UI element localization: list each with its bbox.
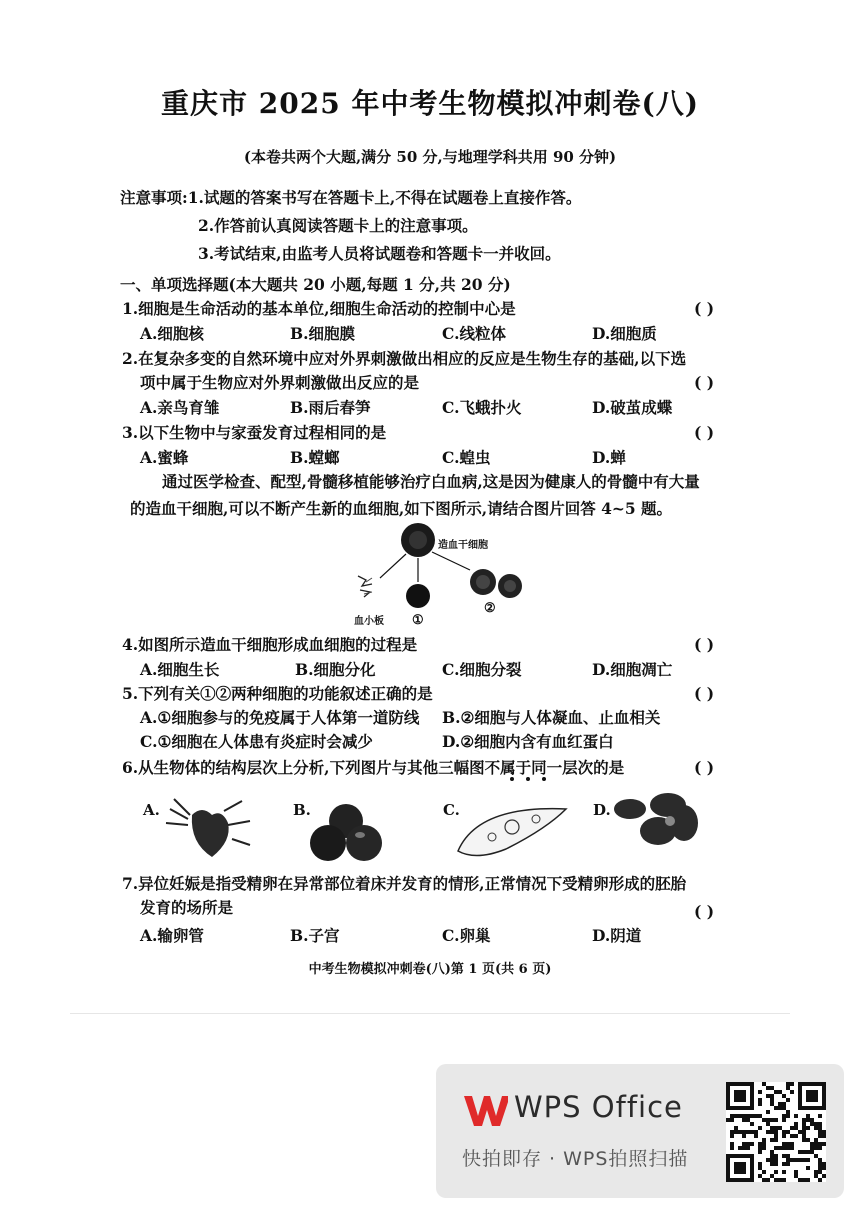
option: B.螳螂 — [290, 448, 340, 467]
option: C.①细胞在人体患有炎症时会减少 — [140, 732, 373, 751]
passage-line: 通过医学检查、配型,骨髓移植能够治疗白血病,这是因为健康人的骨髓中有大量 — [162, 472, 700, 491]
option: D.细胞质 — [592, 324, 657, 343]
exam-subtitle: (本卷共两个大题,满分 50 分,与地理学科共用 90 分钟) — [243, 148, 617, 166]
cell2-label: ② — [484, 601, 496, 616]
option: C.卵巢 — [442, 926, 491, 945]
question-stem: 4.如图所示造血干细胞形成血细胞的过程是 — [122, 635, 418, 654]
question-4 — [122, 633, 752, 657]
notice-item: 1.试题的答案书写在答题卡上,不得在试题卷上直接作答。 — [187, 188, 582, 207]
option: A.细胞生长 — [140, 660, 220, 679]
wps-watermark — [436, 1064, 844, 1198]
notice-label: 注意事项: — [120, 188, 188, 207]
option: A.亲鸟育雏 — [140, 398, 220, 417]
white-blood-cell-icon — [406, 584, 430, 608]
option: A.蜜蜂 — [140, 448, 189, 467]
option: A. — [143, 801, 160, 819]
question-stem-cont: 发育的场所是 — [140, 898, 234, 917]
option: C.线粒体 — [442, 324, 506, 343]
answer-bracket: ( ) — [694, 373, 715, 392]
option: B. — [293, 801, 311, 819]
options-7 — [140, 924, 740, 948]
notice-item: 3.考试结束,由监考人员将试题卷和答题卡一并收回。 — [198, 244, 561, 263]
wps-slogan: 快拍即存 · WPS拍照扫描 — [462, 1148, 689, 1170]
answer-bracket: ( ) — [694, 299, 715, 318]
question-stem: 3.以下生物中与家蚕发育过程相同的是 — [122, 423, 387, 442]
question-1 — [122, 297, 752, 321]
option: A.细胞核 — [140, 324, 204, 343]
answer-bracket: ( ) — [694, 684, 715, 703]
option: D.蝉 — [592, 448, 626, 467]
option: C. — [443, 801, 460, 819]
option: B.子宫 — [290, 926, 340, 945]
question-2 — [122, 347, 752, 395]
option: C.细胞分裂 — [442, 660, 522, 679]
emphasis-dot — [526, 777, 530, 781]
emphasis-dot — [542, 777, 546, 781]
answer-bracket: ( ) — [694, 758, 715, 777]
options-4 — [140, 658, 740, 682]
option: C.飞蛾扑火 — [442, 398, 522, 417]
question-5 — [122, 682, 752, 706]
exam-title: 重庆市 2025 年中考生物模拟冲刺卷(八) — [161, 87, 699, 120]
option: D.破茧成蝶 — [592, 398, 673, 417]
question-stem: 2.在复杂多变的自然环境中应对外界刺激做出相应的反应是生物生存的基础,以下选 — [122, 349, 687, 368]
question-3 — [122, 421, 752, 445]
options-3 — [140, 446, 740, 470]
page-divider — [70, 1013, 790, 1014]
flower-icon — [610, 783, 714, 855]
notice-item: 2.作答前认真阅读答题卡上的注意事项。 — [198, 216, 478, 235]
option: D. — [593, 801, 611, 819]
answer-bracket: ( ) — [694, 423, 715, 442]
arrow-line — [380, 554, 406, 578]
option: D.②细胞内含有血红蛋白 — [442, 732, 614, 751]
stem-cell-label: 造血干细胞 — [438, 540, 488, 551]
platelet-icon — [358, 576, 372, 597]
options-2 — [140, 396, 740, 420]
options-5b — [140, 730, 740, 754]
passage — [130, 468, 755, 522]
notice-block — [120, 184, 581, 268]
question-stem: 6.从生物体的结构层次上分析,下列图片与其他三幅图不属于同一层次的是 — [122, 758, 625, 777]
answer-bracket: ( ) — [694, 902, 715, 921]
page-footer: 中考生物模拟冲刺卷(八)第 1 页(共 6 页) — [308, 962, 552, 977]
question-stem: 1.细胞是生命活动的基本单位,细胞生命活动的控制中心是 — [122, 299, 516, 318]
passage-line: 的造血干细胞,可以不断产生新的血细胞,如下图所示,请结合图片回答 4~5 题。 — [130, 499, 673, 518]
wps-brand: WPS Office — [514, 1090, 683, 1124]
option-images — [140, 795, 760, 865]
option: A.①细胞参与的免疫属于人体第一道防线 — [140, 708, 420, 727]
paramecium-icon — [452, 803, 572, 861]
section-title: 一、单项选择题(本大题共 20 小题,每题 1 分,共 20 分) — [120, 275, 511, 294]
question-stem: 7.异位妊娠是指受精卵在异常部位着床并发育的情形,正常情况下受精卵形成的胚胎 — [122, 874, 687, 893]
blood-cell-figure — [350, 520, 530, 630]
option: B.细胞膜 — [290, 324, 355, 343]
question-7 — [122, 872, 752, 920]
question-stem: 5.下列有关①②两种细胞的功能叙述正确的是 — [122, 684, 433, 703]
option: B.细胞分化 — [295, 660, 376, 679]
options-1 — [140, 322, 740, 346]
option: D.阴道 — [592, 926, 642, 945]
option: B.②细胞与人体凝血、止血相关 — [442, 708, 661, 727]
options-5a — [140, 706, 740, 730]
rbc-center — [476, 575, 490, 589]
answer-bracket: ( ) — [694, 635, 715, 654]
question-stem-cont: 项中属于生物应对外界刺激做出反应的是 — [140, 373, 420, 392]
wps-logo-icon — [462, 1092, 508, 1128]
platelet-label: 血小板 — [354, 616, 384, 627]
arrow-line — [432, 552, 470, 570]
stem-cell-nucleus — [409, 531, 427, 549]
option: C.蝗虫 — [442, 448, 491, 467]
qr-code-icon — [726, 1082, 826, 1182]
rbc-center — [504, 580, 516, 592]
heart-icon — [162, 795, 254, 863]
emphasis-dot — [510, 777, 514, 781]
option: B.雨后春笋 — [290, 398, 371, 417]
option: D.细胞凋亡 — [592, 660, 673, 679]
question-6 — [122, 756, 752, 780]
cell1-label: ① — [412, 613, 424, 628]
fruit-icon — [308, 801, 384, 863]
option: A.输卵管 — [140, 926, 204, 945]
